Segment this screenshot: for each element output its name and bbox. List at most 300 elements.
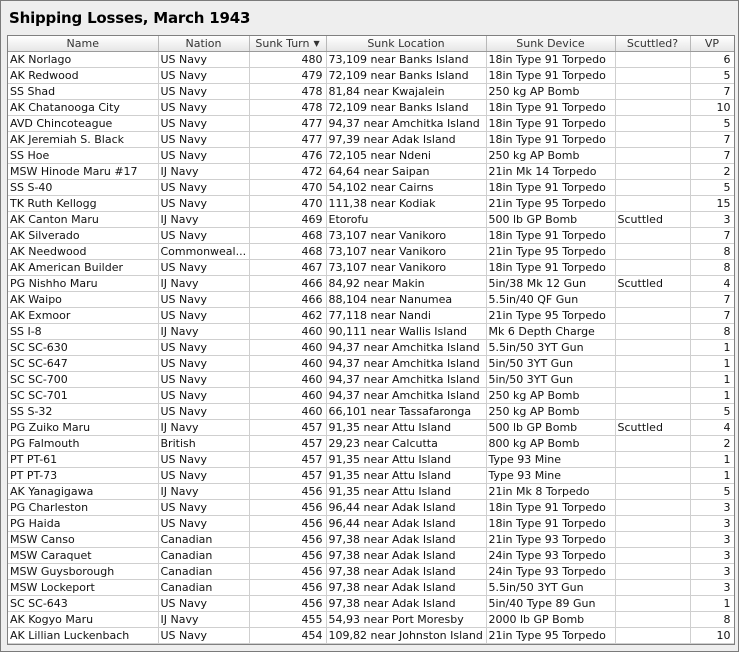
cell-sunk-device: 5in/38 Mk 12 Gun <box>486 276 615 292</box>
cell-vp: 3 <box>690 532 734 548</box>
cell-sunk-device: 250 kg AP Bomb <box>486 84 615 100</box>
cell-sunk-location: 91,35 near Attu Island <box>326 468 486 484</box>
cell-name: SC SC-647 <box>8 356 158 372</box>
cell-sunk-location: 109,82 near Johnston Island <box>326 628 486 644</box>
cell-vp: 1 <box>690 452 734 468</box>
cell-vp: 1 <box>690 340 734 356</box>
cell-sunk-turn: 479 <box>249 68 326 84</box>
cell-name: MSW Canso <box>8 532 158 548</box>
cell-name: AVD Chincoteague <box>8 116 158 132</box>
cell-sunk-device: 5in/40 Type 89 Gun <box>486 596 615 612</box>
cell-vp: 2 <box>690 436 734 452</box>
cell-sunk-turn: 476 <box>249 148 326 164</box>
cell-sunk-turn: 457 <box>249 420 326 436</box>
cell-sunk-device: 5.5in/50 3YT Gun <box>486 580 615 596</box>
cell-vp: 7 <box>690 228 734 244</box>
cell-nation: IJ Navy <box>158 324 249 340</box>
cell-vp: 5 <box>690 484 734 500</box>
cell-sunk-turn: 468 <box>249 244 326 260</box>
cell-sunk-device: 18in Type 91 Torpedo <box>486 260 615 276</box>
cell-nation: IJ Navy <box>158 484 249 500</box>
column-header-label: Sunk Turn <box>255 37 310 50</box>
table-row[interactable] <box>8 292 734 308</box>
cell-sunk-location: 73,107 near Vanikoro <box>326 260 486 276</box>
cell-vp: 15 <box>690 196 734 212</box>
cell-sunk-device: 18in Type 91 Torpedo <box>486 100 615 116</box>
cell-scuttled <box>615 468 690 484</box>
cell-nation: US Navy <box>158 468 249 484</box>
table-row[interactable] <box>8 564 734 580</box>
cell-vp: 3 <box>690 548 734 564</box>
cell-sunk-device: 21in Type 95 Torpedo <box>486 628 615 644</box>
cell-name: AK Waipo <box>8 292 158 308</box>
cell-name: TK Ruth Kellogg <box>8 196 158 212</box>
cell-sunk-device: 18in Type 91 Torpedo <box>486 516 615 532</box>
table-row[interactable] <box>8 68 734 84</box>
cell-vp: 8 <box>690 612 734 628</box>
table-row[interactable] <box>8 164 734 180</box>
cell-nation: US Navy <box>158 148 249 164</box>
cell-name: AK American Builder <box>8 260 158 276</box>
cell-sunk-device: 24in Type 93 Torpedo <box>486 564 615 580</box>
table-body <box>8 52 734 644</box>
cell-sunk-location: 72,109 near Banks Island <box>326 100 486 116</box>
cell-sunk-turn: 460 <box>249 340 326 356</box>
cell-sunk-turn: 456 <box>249 596 326 612</box>
cell-sunk-device: 21in Type 95 Torpedo <box>486 244 615 260</box>
cell-vp: 2 <box>690 164 734 180</box>
cell-vp: 8 <box>690 244 734 260</box>
cell-sunk-location: 97,38 near Adak Island <box>326 596 486 612</box>
cell-nation: US Navy <box>158 132 249 148</box>
cell-sunk-turn: 455 <box>249 612 326 628</box>
cell-vp: 8 <box>690 324 734 340</box>
table-row[interactable] <box>8 452 734 468</box>
cell-sunk-location: 97,38 near Adak Island <box>326 564 486 580</box>
cell-scuttled <box>615 372 690 388</box>
cell-sunk-device: 18in Type 91 Torpedo <box>486 132 615 148</box>
column-header-label: Nation <box>185 37 222 50</box>
cell-name: AK Yanagigawa <box>8 484 158 500</box>
cell-vp: 3 <box>690 564 734 580</box>
page-title: Shipping Losses, March 1943 <box>9 9 251 27</box>
cell-vp: 1 <box>690 372 734 388</box>
cell-scuttled <box>615 52 690 68</box>
column-header-label: VP <box>704 37 720 50</box>
cell-nation: US Navy <box>158 180 249 196</box>
cell-nation: US Navy <box>158 308 249 324</box>
cell-scuttled <box>615 164 690 180</box>
cell-sunk-location: 96,44 near Adak Island <box>326 500 486 516</box>
cell-sunk-turn: 470 <box>249 196 326 212</box>
cell-sunk-device: 500 lb GP Bomb <box>486 420 615 436</box>
column-header-sunk-device[interactable] <box>486 36 615 52</box>
cell-nation: IJ Navy <box>158 212 249 228</box>
cell-scuttled <box>615 404 690 420</box>
cell-vp: 4 <box>690 276 734 292</box>
cell-sunk-location: 72,109 near Banks Island <box>326 68 486 84</box>
cell-vp: 7 <box>690 292 734 308</box>
cell-sunk-location: 29,23 near Calcutta <box>326 436 486 452</box>
cell-scuttled <box>615 340 690 356</box>
cell-name: SC SC-643 <box>8 596 158 612</box>
cell-sunk-location: 97,38 near Adak Island <box>326 532 486 548</box>
cell-sunk-turn: 460 <box>249 324 326 340</box>
cell-sunk-location: 77,118 near Nandi <box>326 308 486 324</box>
cell-nation: Canadian <box>158 564 249 580</box>
cell-nation: US Navy <box>158 68 249 84</box>
cell-sunk-turn: 462 <box>249 308 326 324</box>
table-row[interactable] <box>8 628 734 644</box>
cell-sunk-device: 18in Type 91 Torpedo <box>486 116 615 132</box>
cell-scuttled <box>615 132 690 148</box>
table-row[interactable] <box>8 436 734 452</box>
column-header-label: Name <box>66 37 99 50</box>
cell-scuttled: Scuttled <box>615 276 690 292</box>
cell-scuttled <box>615 628 690 644</box>
cell-vp: 7 <box>690 148 734 164</box>
cell-sunk-turn: 460 <box>249 388 326 404</box>
cell-nation: US Navy <box>158 388 249 404</box>
column-header-sunk-location[interactable] <box>326 36 486 52</box>
cell-name: PG Nishho Maru <box>8 276 158 292</box>
cell-vp: 1 <box>690 356 734 372</box>
cell-sunk-turn: 454 <box>249 628 326 644</box>
cell-scuttled <box>615 452 690 468</box>
cell-name: PT PT-61 <box>8 452 158 468</box>
cell-sunk-turn: 467 <box>249 260 326 276</box>
cell-name: PG Charleston <box>8 500 158 516</box>
table-row[interactable] <box>8 244 734 260</box>
cell-name: AK Silverado <box>8 228 158 244</box>
cell-sunk-device: 2000 lb GP Bomb <box>486 612 615 628</box>
cell-sunk-location: 72,105 near Ndeni <box>326 148 486 164</box>
cell-scuttled: Scuttled <box>615 212 690 228</box>
cell-name: AK Norlago <box>8 52 158 68</box>
cell-scuttled <box>615 436 690 452</box>
cell-sunk-device: 18in Type 91 Torpedo <box>486 180 615 196</box>
cell-scuttled <box>615 116 690 132</box>
cell-scuttled <box>615 68 690 84</box>
column-header-nation[interactable] <box>158 36 249 52</box>
cell-sunk-location: 90,111 near Wallis Island <box>326 324 486 340</box>
cell-nation: US Navy <box>158 228 249 244</box>
cell-sunk-location: 97,39 near Adak Island <box>326 132 486 148</box>
cell-scuttled <box>615 500 690 516</box>
table-row[interactable] <box>8 308 734 324</box>
cell-scuttled <box>615 228 690 244</box>
losses-table <box>8 36 735 644</box>
cell-sunk-location: Etorofu <box>326 212 486 228</box>
cell-sunk-location: 91,35 near Attu Island <box>326 484 486 500</box>
table-row[interactable] <box>8 196 734 212</box>
cell-vp: 8 <box>690 260 734 276</box>
cell-scuttled <box>615 84 690 100</box>
cell-scuttled <box>615 324 690 340</box>
cell-sunk-location: 94,37 near Amchitka Island <box>326 340 486 356</box>
cell-vp: 3 <box>690 516 734 532</box>
cell-sunk-device: 5.5in/50 3YT Gun <box>486 340 615 356</box>
cell-scuttled <box>615 516 690 532</box>
cell-name: SS Hoe <box>8 148 158 164</box>
cell-scuttled: Scuttled <box>615 420 690 436</box>
cell-name: MSW Guysborough <box>8 564 158 580</box>
cell-sunk-turn: 478 <box>249 100 326 116</box>
cell-scuttled <box>615 244 690 260</box>
column-header-vp[interactable] <box>690 36 734 52</box>
cell-vp: 5 <box>690 404 734 420</box>
cell-nation: British <box>158 436 249 452</box>
cell-sunk-location: 97,38 near Adak Island <box>326 580 486 596</box>
column-header-label: Sunk Device <box>516 37 585 50</box>
cell-name: AK Needwood <box>8 244 158 260</box>
cell-vp: 7 <box>690 84 734 100</box>
cell-sunk-device: Type 93 Mine <box>486 452 615 468</box>
cell-nation: Canadian <box>158 548 249 564</box>
cell-sunk-turn: 460 <box>249 356 326 372</box>
cell-nation: IJ Navy <box>158 420 249 436</box>
cell-name: PG Haida <box>8 516 158 532</box>
cell-vp: 3 <box>690 580 734 596</box>
cell-scuttled <box>615 388 690 404</box>
cell-name: MSW Caraquet <box>8 548 158 564</box>
cell-scuttled <box>615 548 690 564</box>
cell-name: SC SC-701 <box>8 388 158 404</box>
table-row[interactable] <box>8 372 734 388</box>
cell-sunk-location: 94,37 near Amchitka Island <box>326 372 486 388</box>
cell-scuttled <box>615 580 690 596</box>
table-row[interactable] <box>8 484 734 500</box>
column-header-name[interactable] <box>8 36 158 52</box>
cell-name: SS I-8 <box>8 324 158 340</box>
cell-sunk-location: 88,104 near Nanumea <box>326 292 486 308</box>
table-row[interactable] <box>8 500 734 516</box>
cell-scuttled <box>615 612 690 628</box>
cell-nation: IJ Navy <box>158 612 249 628</box>
cell-sunk-location: 66,101 near Tassafaronga <box>326 404 486 420</box>
cell-sunk-location: 73,107 near Vanikoro <box>326 228 486 244</box>
cell-name: AK Exmoor <box>8 308 158 324</box>
cell-sunk-device: 21in Mk 8 Torpedo <box>486 484 615 500</box>
column-header-label: Sunk Location <box>367 37 445 50</box>
cell-vp: 5 <box>690 116 734 132</box>
cell-vp: 6 <box>690 52 734 68</box>
cell-sunk-turn: 466 <box>249 292 326 308</box>
cell-sunk-turn: 456 <box>249 548 326 564</box>
cell-nation: US Navy <box>158 356 249 372</box>
cell-vp: 3 <box>690 500 734 516</box>
cell-sunk-device: 800 kg AP Bomb <box>486 436 615 452</box>
cell-sunk-location: 111,38 near Kodiak <box>326 196 486 212</box>
cell-scuttled <box>615 196 690 212</box>
cell-sunk-location: 54,102 near Cairns <box>326 180 486 196</box>
cell-name: PT PT-73 <box>8 468 158 484</box>
cell-nation: US Navy <box>158 452 249 468</box>
cell-scuttled <box>615 100 690 116</box>
cell-name: AK Canton Maru <box>8 212 158 228</box>
table-row[interactable] <box>8 228 734 244</box>
table-row[interactable] <box>8 52 734 68</box>
cell-vp: 5 <box>690 68 734 84</box>
cell-name: SS Shad <box>8 84 158 100</box>
cell-sunk-location: 64,64 near Saipan <box>326 164 486 180</box>
cell-sunk-location: 97,38 near Adak Island <box>326 548 486 564</box>
cell-sunk-turn: 456 <box>249 516 326 532</box>
cell-nation: IJ Navy <box>158 276 249 292</box>
cell-nation: IJ Navy <box>158 164 249 180</box>
cell-name: AK Kogyo Maru <box>8 612 158 628</box>
column-header-sunk-turn[interactable] <box>249 36 326 52</box>
cell-sunk-device: 21in Type 95 Torpedo <box>486 196 615 212</box>
cell-vp: 10 <box>690 100 734 116</box>
cell-vp: 5 <box>690 180 734 196</box>
table-row[interactable] <box>8 612 734 628</box>
cell-sunk-device: 250 kg AP Bomb <box>486 404 615 420</box>
cell-vp: 1 <box>690 388 734 404</box>
table-row[interactable] <box>8 132 734 148</box>
table-header-row <box>8 36 734 52</box>
cell-sunk-turn: 472 <box>249 164 326 180</box>
cell-name: SS S-32 <box>8 404 158 420</box>
cell-sunk-device: 250 kg AP Bomb <box>486 388 615 404</box>
table-row[interactable] <box>8 84 734 100</box>
cell-sunk-device: 18in Type 91 Torpedo <box>486 52 615 68</box>
cell-sunk-location: 81,84 near Kwajalein <box>326 84 486 100</box>
cell-nation: US Navy <box>158 404 249 420</box>
cell-nation: US Navy <box>158 292 249 308</box>
cell-scuttled <box>615 356 690 372</box>
cell-sunk-turn: 457 <box>249 436 326 452</box>
cell-sunk-turn: 466 <box>249 276 326 292</box>
cell-name: AK Redwood <box>8 68 158 84</box>
cell-sunk-location: 94,37 near Amchitka Island <box>326 116 486 132</box>
cell-nation: US Navy <box>158 516 249 532</box>
cell-sunk-device: 5.5in/40 QF Gun <box>486 292 615 308</box>
cell-sunk-device: 24in Type 93 Torpedo <box>486 548 615 564</box>
table-row[interactable] <box>8 596 734 612</box>
table-row[interactable] <box>8 260 734 276</box>
cell-nation: US Navy <box>158 100 249 116</box>
cell-sunk-location: 54,93 near Port Moresby <box>326 612 486 628</box>
cell-sunk-device: Mk 6 Depth Charge <box>486 324 615 340</box>
table-row[interactable] <box>8 340 734 356</box>
cell-sunk-turn: 456 <box>249 532 326 548</box>
cell-vp: 7 <box>690 132 734 148</box>
cell-nation: US Navy <box>158 628 249 644</box>
cell-nation: US Navy <box>158 260 249 276</box>
table-row[interactable] <box>8 420 734 436</box>
cell-nation: Canadian <box>158 580 249 596</box>
cell-nation: US Navy <box>158 116 249 132</box>
cell-vp: 1 <box>690 596 734 612</box>
cell-name: MSW Hinode Maru #17 <box>8 164 158 180</box>
sort-descending-icon: ▼ <box>313 39 320 48</box>
cell-sunk-turn: 456 <box>249 580 326 596</box>
cell-nation: Canadian <box>158 532 249 548</box>
cell-sunk-turn: 469 <box>249 212 326 228</box>
cell-sunk-turn: 456 <box>249 564 326 580</box>
cell-sunk-device: 18in Type 91 Torpedo <box>486 228 615 244</box>
cell-name: SS S-40 <box>8 180 158 196</box>
cell-sunk-location: 96,44 near Adak Island <box>326 516 486 532</box>
cell-sunk-turn: 457 <box>249 452 326 468</box>
cell-sunk-device: 21in Mk 14 Torpedo <box>486 164 615 180</box>
cell-sunk-turn: 477 <box>249 116 326 132</box>
cell-scuttled <box>615 484 690 500</box>
table-row[interactable] <box>8 532 734 548</box>
cell-name: MSW Lockeport <box>8 580 158 596</box>
cell-sunk-device: 5in/50 3YT Gun <box>486 372 615 388</box>
cell-sunk-turn: 470 <box>249 180 326 196</box>
cell-nation: US Navy <box>158 340 249 356</box>
table-row[interactable] <box>8 548 734 564</box>
table-row[interactable] <box>8 212 734 228</box>
cell-sunk-device: 18in Type 91 Torpedo <box>486 500 615 516</box>
cell-sunk-turn: 480 <box>249 52 326 68</box>
table-row[interactable] <box>8 468 734 484</box>
losses-table-container[interactable] <box>7 35 735 645</box>
cell-nation: US Navy <box>158 596 249 612</box>
cell-name: AK Lillian Luckenbach <box>8 628 158 644</box>
column-header-label: Scuttled? <box>626 37 679 50</box>
cell-nation: US Navy <box>158 372 249 388</box>
table-row[interactable] <box>8 116 734 132</box>
cell-scuttled <box>615 260 690 276</box>
table-row[interactable] <box>8 356 734 372</box>
cell-sunk-turn: 478 <box>249 84 326 100</box>
cell-name: PG Falmouth <box>8 436 158 452</box>
cell-sunk-turn: 477 <box>249 132 326 148</box>
table-row[interactable] <box>8 180 734 196</box>
table-row[interactable] <box>8 580 734 596</box>
table-row[interactable] <box>8 404 734 420</box>
cell-sunk-device: 5in/50 3YT Gun <box>486 356 615 372</box>
cell-scuttled <box>615 596 690 612</box>
cell-name: PG Zuiko Maru <box>8 420 158 436</box>
cell-sunk-device: 21in Type 95 Torpedo <box>486 308 615 324</box>
cell-sunk-device: 21in Type 93 Torpedo <box>486 532 615 548</box>
cell-sunk-location: 73,109 near Banks Island <box>326 52 486 68</box>
cell-vp: 10 <box>690 628 734 644</box>
cell-vp: 4 <box>690 420 734 436</box>
cell-sunk-location: 91,35 near Attu Island <box>326 452 486 468</box>
table-row[interactable] <box>8 516 734 532</box>
cell-scuttled <box>615 148 690 164</box>
cell-sunk-turn: 468 <box>249 228 326 244</box>
cell-name: AK Chatanooga City <box>8 100 158 116</box>
cell-nation: US Navy <box>158 84 249 100</box>
cell-sunk-turn: 460 <box>249 372 326 388</box>
cell-sunk-location: 94,37 near Amchitka Island <box>326 388 486 404</box>
cell-sunk-turn: 456 <box>249 484 326 500</box>
cell-name: AK Jeremiah S. Black <box>8 132 158 148</box>
cell-sunk-device: 500 lb GP Bomb <box>486 212 615 228</box>
cell-scuttled <box>615 564 690 580</box>
table-row[interactable] <box>8 100 734 116</box>
table-row[interactable] <box>8 276 734 292</box>
cell-vp: 3 <box>690 212 734 228</box>
table-row[interactable] <box>8 388 734 404</box>
column-header-scuttled[interactable] <box>615 36 690 52</box>
cell-sunk-location: 73,107 near Vanikoro <box>326 244 486 260</box>
table-row[interactable] <box>8 148 734 164</box>
cell-sunk-device: Type 93 Mine <box>486 468 615 484</box>
table-row[interactable] <box>8 324 734 340</box>
cell-sunk-device: 250 kg AP Bomb <box>486 148 615 164</box>
cell-nation: Commonweal... <box>158 244 249 260</box>
cell-sunk-turn: 457 <box>249 468 326 484</box>
cell-scuttled <box>615 532 690 548</box>
